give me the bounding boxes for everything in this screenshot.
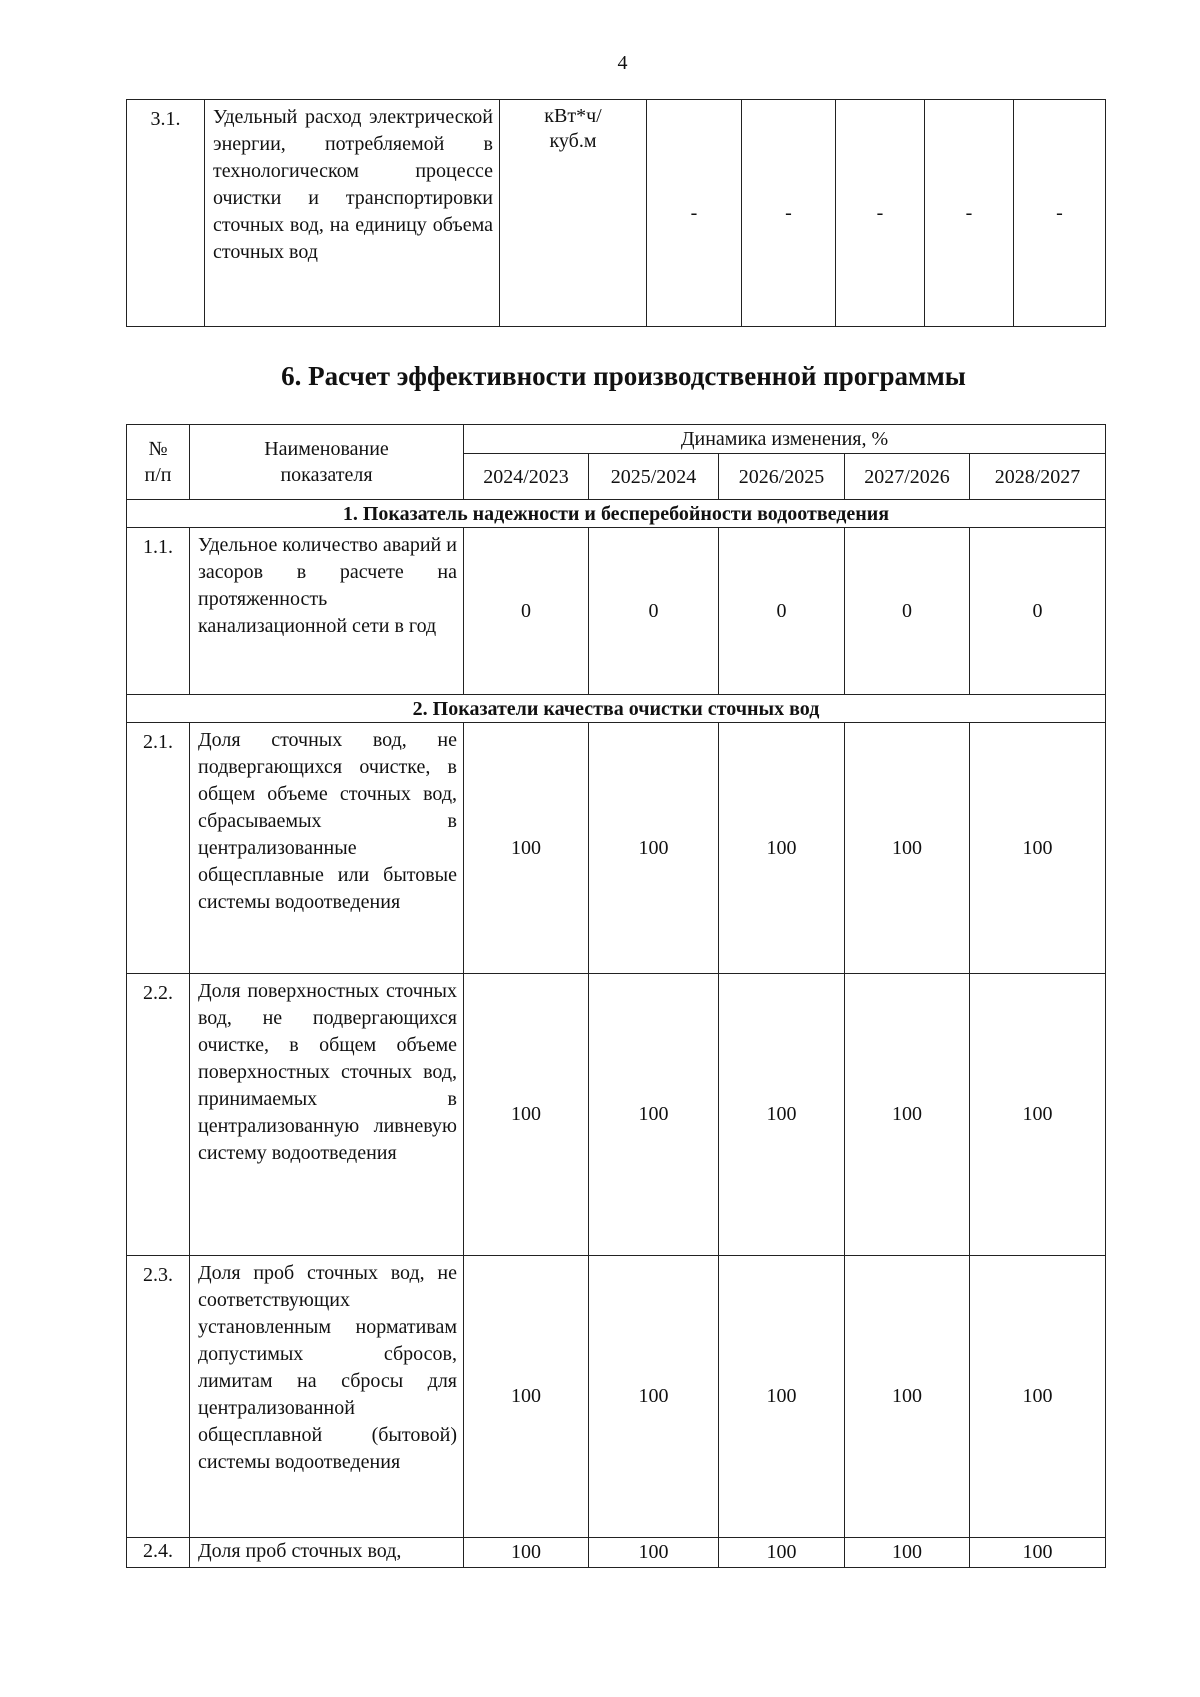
row-number: 2.2. (127, 974, 190, 1256)
value-cell: 100 (589, 974, 719, 1256)
value-cell: - (742, 100, 836, 327)
row-number: 2.3. (127, 1256, 190, 1538)
header-name-line: Наименование (264, 438, 389, 460)
value-cell: 100 (589, 723, 719, 974)
value-cell: 100 (845, 1256, 970, 1538)
table-row (127, 1538, 1106, 1568)
value-cell: 100 (845, 974, 970, 1256)
header-num-line: п/п (144, 464, 172, 486)
value-cell: 100 (970, 723, 1106, 974)
value-cell: 100 (845, 1538, 970, 1568)
group-title: 2. Показатели качества очистки сточных вод (127, 695, 1106, 723)
indicator-name: Доля проб сточных вод, не соответствующих установленным нормативам допустимых сбросов, лимитам на сбросы для централизованной общесплавной (бытовой) системы водоотведения (190, 1256, 464, 1538)
value-cell: - (1014, 100, 1106, 327)
value-cell: 100 (464, 1256, 589, 1538)
indicator-table-continued (126, 99, 1106, 327)
value-cell: - (925, 100, 1014, 327)
indicator-name: Доля поверхностных сточных вод, не подвергающихся очистке, в общем объеме поверхностных сточных вод, принимаемых в централизованную ливневую систему водоотведения (190, 974, 464, 1256)
row-number: 3.1. (127, 100, 205, 327)
row-number: 2.1. (127, 723, 190, 974)
value-cell: 100 (589, 1538, 719, 1568)
indicator-name: Удельный расход электрической энергии, потребляемой в технологическом процессе очистки и транспортировки сточных вод, на единицу объема сточных вод (205, 100, 500, 327)
value-cell: 100 (719, 1256, 845, 1538)
value-cell: 0 (719, 528, 845, 695)
header-num-line: № (148, 438, 168, 460)
row-number: 1.1. (127, 528, 190, 695)
value-cell: 100 (970, 1256, 1106, 1538)
value-cell: 100 (719, 1538, 845, 1568)
group-title: 1. Показатель надежности и бесперебойности водоотведения (127, 500, 1106, 528)
value-cell: 100 (589, 1256, 719, 1538)
period-header: 2025/2024 (589, 454, 719, 500)
unit-line: куб.м (549, 130, 597, 152)
value-cell: 100 (970, 1538, 1106, 1568)
table-row (127, 1256, 1106, 1538)
value-cell: 100 (970, 974, 1106, 1256)
indicator-name: Доля сточных вод, не подвергающихся очистке, в общем объеме сточных вод, сбрасываемых в централизованные общесплавные или бытовые системы водоотведения (190, 723, 464, 974)
value-cell: - (836, 100, 925, 327)
value-cell: 100 (464, 1538, 589, 1568)
header-dynamics: Динамика изменения, % (464, 425, 1106, 454)
value-cell: - (647, 100, 742, 327)
period-header: 2024/2023 (464, 454, 589, 500)
header-row (127, 425, 1106, 454)
value-cell: 100 (464, 974, 589, 1256)
value-cell: 100 (719, 974, 845, 1256)
table-row (127, 974, 1106, 1256)
value-cell: 0 (970, 528, 1106, 695)
value-cell: 100 (464, 723, 589, 974)
group-row (127, 695, 1106, 723)
group-row (127, 500, 1106, 528)
table-row (127, 528, 1106, 695)
value-cell: 100 (845, 723, 970, 974)
unit-line: кВт*ч/ (544, 105, 602, 127)
value-cell: 0 (464, 528, 589, 695)
row-number: 2.4. (127, 1538, 190, 1568)
period-header: 2028/2027 (970, 454, 1106, 500)
unit-cell (500, 100, 647, 327)
table-row (127, 723, 1106, 974)
header-name (190, 425, 464, 500)
efficiency-table (126, 424, 1106, 1568)
value-cell: 100 (719, 723, 845, 974)
period-header: 2026/2025 (719, 454, 845, 500)
value-cell: 0 (845, 528, 970, 695)
table-row (127, 100, 1106, 327)
page-number: 4 (617, 52, 628, 74)
section-title: 6. Расчет эффективности производственной программы (281, 361, 966, 391)
indicator-name: Доля проб сточных вод, (190, 1538, 464, 1568)
header-num (127, 425, 190, 500)
indicator-name: Удельное количество аварий и засоров в расчете на протяженность канализационной сети в год (190, 528, 464, 695)
value-cell: 0 (589, 528, 719, 695)
header-name-line: показателя (280, 464, 373, 486)
period-header: 2027/2026 (845, 454, 970, 500)
